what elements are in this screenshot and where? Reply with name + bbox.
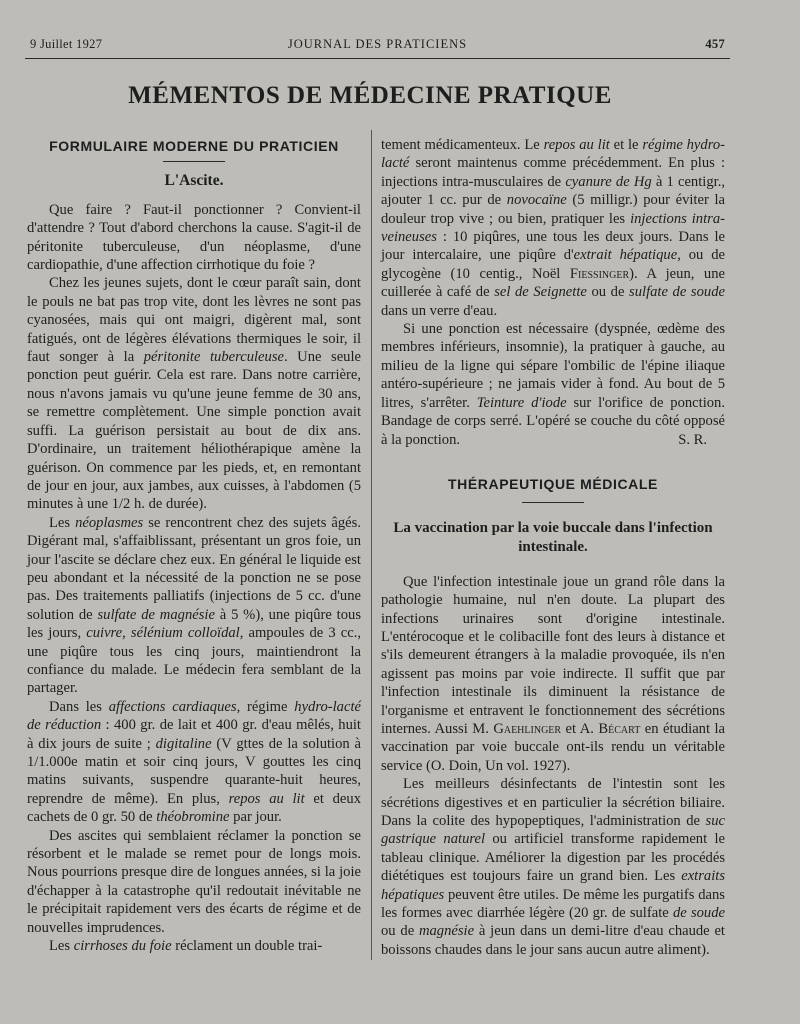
paragraph: Les néoplasmes se rencontrent chez des sujets âgés. Digérant mal, s'affaiblissant, présentant un gros foie, un jour l'ascite se déclare chez eux. En général le liquide est peu abondant et la nécessité de la ponction ne se pose pas. Des traitements palliatifs (injections de 5 cc. d'une solution de sulfate de magnésie à 5 %), une piqûre tous les jours, cuivre, sélénium colloïdal, ampoules de 3 cc., une piqûre tous les cinq jours, maintiendront la confiance du malade. Le médecin fera semblant de la partager. <box>27 514 362 697</box>
section-title-therapeutique: THÉRAPEUTIQUE MÉDICALE <box>448 476 658 493</box>
section-title-formulaire: FORMULAIRE MODERNE DU PRATICIEN <box>49 138 339 154</box>
paragraph: Dans les affections cardiaques, régime hydro-lacté de réduction : 400 gr. de lait et 400 gr. d'eau mêlés, huit à dix jours de suite ; digitaline (V gttes de la solution à 1/1.000e matin et soir cinq jours, V gouttes les cinq matins suivants, suspendre quarante-huit heures, reprendre de même). En plus, repos au lit et deux cachets de 0 gr. 50 de théobromine par jour. <box>27 698 361 826</box>
paragraph: tement médicamenteux. Le repos au lit et le régime hydro-lacté seront maintenus comme précédemment. En plus : injections intra-musculaires de cyanure de Hg à 1 centigr., ajouter 1 cc. pur de novocaïne (5 milligr.) pour éviter la douleur trop vive ; ou bien, pratiquer les injections intra-veineuses : 10 piqûres, une tous les deux jours. Dans le jour intercalaire, une piqûre d'extrait hépatique, ou de glycogène (10 centig., Noël Fiessinger). A jeun, une cuillerée à café de sel de Seignette ou de sulfate de soude dans un verre d'eau. <box>381 137 726 319</box>
section-rule <box>163 161 225 162</box>
paragraph: Que faire ? Faut-il ponctionner ? Convient-il d'attendre ? Tout d'abord cherchons la cause. S'agit-il de péritonite tuberculeuse, d'un néoplasme, d'une cardiopathie, d'une affection cirrhotique du foie ? <box>27 201 361 274</box>
paragraph: Chez les jeunes sujets, dont le cœur paraît sain, dont le pouls ne bat pas trop vite, dont les lèvres ne sont pas cyanosées, mais qui ont maigri, digèrent mal, sont fatigués, ont de légères élévations thermiques le soir, il faut songer à la péritonite tuberculeuse. Une seule ponction peut guérir. Cela est rare. Dans notre carrière, nous n'avons jamais vu qu'une jeune femme de 30 ans, se remettre complètement. Une simple ponction avait suffi. La guérison persistait au bout de dix ans. D'ordinaire, un traitement héliothérapique amène la guérison. On commence par les pieds, et, en remontant de jour en jour, aux jambes, aux cuisses, à l'abdomen (5 minutes à une 1/2 h. de durée). <box>27 275 361 513</box>
paragraph: Si une ponction est nécessaire (dyspnée, œdème des membres inférieurs, insomnie), la pratiquer à gauche, au milieu de la ligne qui sépare l'ombilic de l'épine iliaque antéro-supérieure ; ne jamais vider à fond. Au bout de 5 litres, s'arrêter. Teinture d'iode sur l'orifice de ponction. Bandage de corps serré. L'opéré se couche du côté opposé à la ponction. <box>381 321 725 448</box>
section-rule <box>522 502 584 503</box>
paragraph: Les cirrhoses du foie réclament un double trai- <box>49 938 323 955</box>
column-divider <box>371 130 372 960</box>
right-column <box>381 136 725 959</box>
header-date: 9 Juillet 1927 <box>30 37 103 51</box>
header-rule <box>25 58 730 59</box>
author-signature: S. R. <box>678 431 707 448</box>
paragraph: Des ascites qui semblaient réclamer la ponction se résorbent et le malade se remet pour de longs mois. Nous pourrions presque dire de longues années, si la joie d'échapper à la catastrophe qu'il redoutait inévitable ne le précipitait rapidement vers des écarts de régime et de nouvelles imprudences. <box>27 827 361 936</box>
article-title: La vaccination par la voie buccale dans l'infection intestinale. <box>393 519 713 555</box>
paragraph: Les meilleurs désinfectants de l'intestin sont les sécrétions digestives et en particulier la sécrétion biliaire. Dans la colite des hypopeptiques, l'administration de suc gastrique naturel ou artificiel transforme rapidement le tableau clinique. Améliorer la digestion par les procédés diététiques est toujours faire un grand bien. Les extraits hépatiques peuvent être utiles. De même les purgatifs dans les formes avec diarrhée légère (20 gr. de sulfate de soude ou de magnésie à jeun dans un demi-litre d'eau chaude et boissons chaudes dans le jour sans aucun autre aliment). <box>381 776 725 958</box>
header-page-number: 457 <box>705 37 725 51</box>
left-column <box>27 137 361 955</box>
paragraph: Que l'infection intestinale joue un grand rôle dans la pathologie humaine, nul n'en doute. La plupart des infections urinaires sont d'origine intestinale. L'entérocoque et le colibacille font des leurs à distance et s'ils demeurent étrangers à la maladie provoquée, ils n'en agissent pas moins par voie indirecte. Il suffit que par l'infection intestinale ils diminuent la résistance de l'organisme et entravent le fonctionnement des sécrétions internes. Aussi M. Gaehlinger et A. Bécart en étudiant la vaccination par voie buccale ont-ils rendu un véritable service (O. Doin, Un vol. 1927). <box>381 573 726 774</box>
main-title: MÉMENTOS DE MÉDECINE PRATIQUE <box>128 82 612 109</box>
header-journal-name: JOURNAL DES PRATICIENS <box>287 37 468 51</box>
running-header <box>30 37 725 57</box>
subsection-title-ascite: L'Ascite. <box>164 172 224 190</box>
